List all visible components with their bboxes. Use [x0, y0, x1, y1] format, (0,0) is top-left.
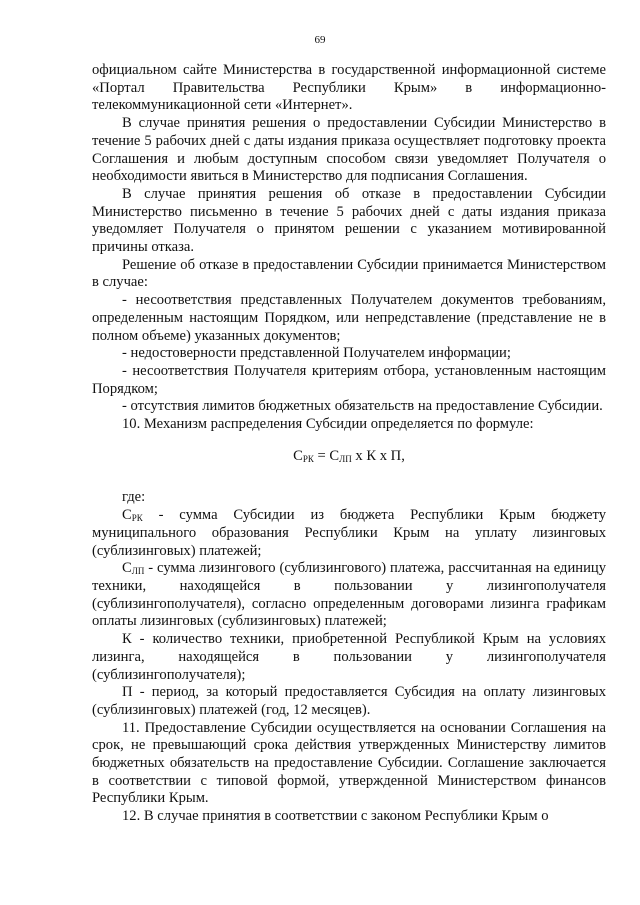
page-number: 69 [314, 34, 326, 46]
paragraph-section-11: 11. Предоставление Субсидии осуществляется на основании Соглашения на срок, не превышающий срока действия утвержденных Министерству лимитов бюджетных обязательств на предоставление Субсидии. Соглашение заключается в соответствии с типовой формой, утвержденной Министерством финансов Республики Крым. [92, 719, 606, 807]
document-body [92, 62, 606, 826]
paragraph-section-10: 10. Механизм распределения Субсидии определяется по формуле: [122, 416, 534, 433]
paragraph-intro: официальном сайте Министерства в государственной информационной системе «Портал Правительства Республики Крым» в информационно-телекоммуникационной сети «Интернет». [92, 62, 606, 114]
definition-crk: $С_{РК}$ - сумма Субсидии из бюджета Республики Крым бюджету муниципального образования Республики Крым на уплату лизинговых (сублизинговых) платежей; [92, 507, 606, 559]
paragraph-refusal-cases: Решение об отказе в предоставлении Субсидии принимается Министерством в случае: [92, 256, 606, 291]
paragraph-decision-refusal: В случае принятия решения об отказе в предоставлении Субсидии Министерство письменно в течение 5 рабочих дней с даты издания приказа уведомляет Получателя о принятом решении с указанием мотивированной причины отказа. [92, 185, 606, 256]
definition-clp: $С_{ЛП}$ - сумма лизингового (сублизингового) платежа, рассчитанная на единицу техники, находящейся в пользовании у лизингополучателя (сублизингополучателя), согласно определенным договорами лизинга графикам оплаты лизинговых (сублизинговых) платежей; [92, 560, 606, 630]
list-item-inaccuracy: - недостоверности представленной Получателем информации; [122, 345, 511, 362]
list-item-limits: - отсутствия лимитов бюджетных обязательств на предоставление Субсидии. [122, 398, 603, 415]
formula: $С_{РК} = С_{ЛП}$ х К х П, [293, 447, 405, 464]
list-item-documents: - несоответствия представленных Получателем документов требованиям, определенным настоящим Порядком, или непредставление (представление не в полном объеме) указанных документов; [92, 292, 606, 344]
paragraph-section-12: 12. В случае принятия в соответствии с законом Республики Крым о [122, 808, 549, 825]
definition-p: П - период, за который предоставляется Субсидия на оплату лизинговых (сублизинговых) платежей (год, 12 месяцев). [92, 684, 606, 718]
paragraph-decision-grant: В случае принятия решения о предоставлении Субсидии Министерство в течение 5 рабочих дней с даты издания приказа осуществляет подготовку проекта Соглашения и любым доступным способом связи уведомляет Получателя о необходимости явиться в Министерство для подписания Соглашения. [92, 115, 606, 185]
definition-k: К - количество техники, приобретенной Республикой Крым на условиях лизинга, находящейся в пользовании у лизингополучателя (сублизингополучателя); [92, 631, 606, 683]
where-label: где: [122, 489, 146, 506]
list-item-criteria: - несоответствия Получателя критериям отбора, установленным настоящим Порядком; [92, 362, 606, 397]
